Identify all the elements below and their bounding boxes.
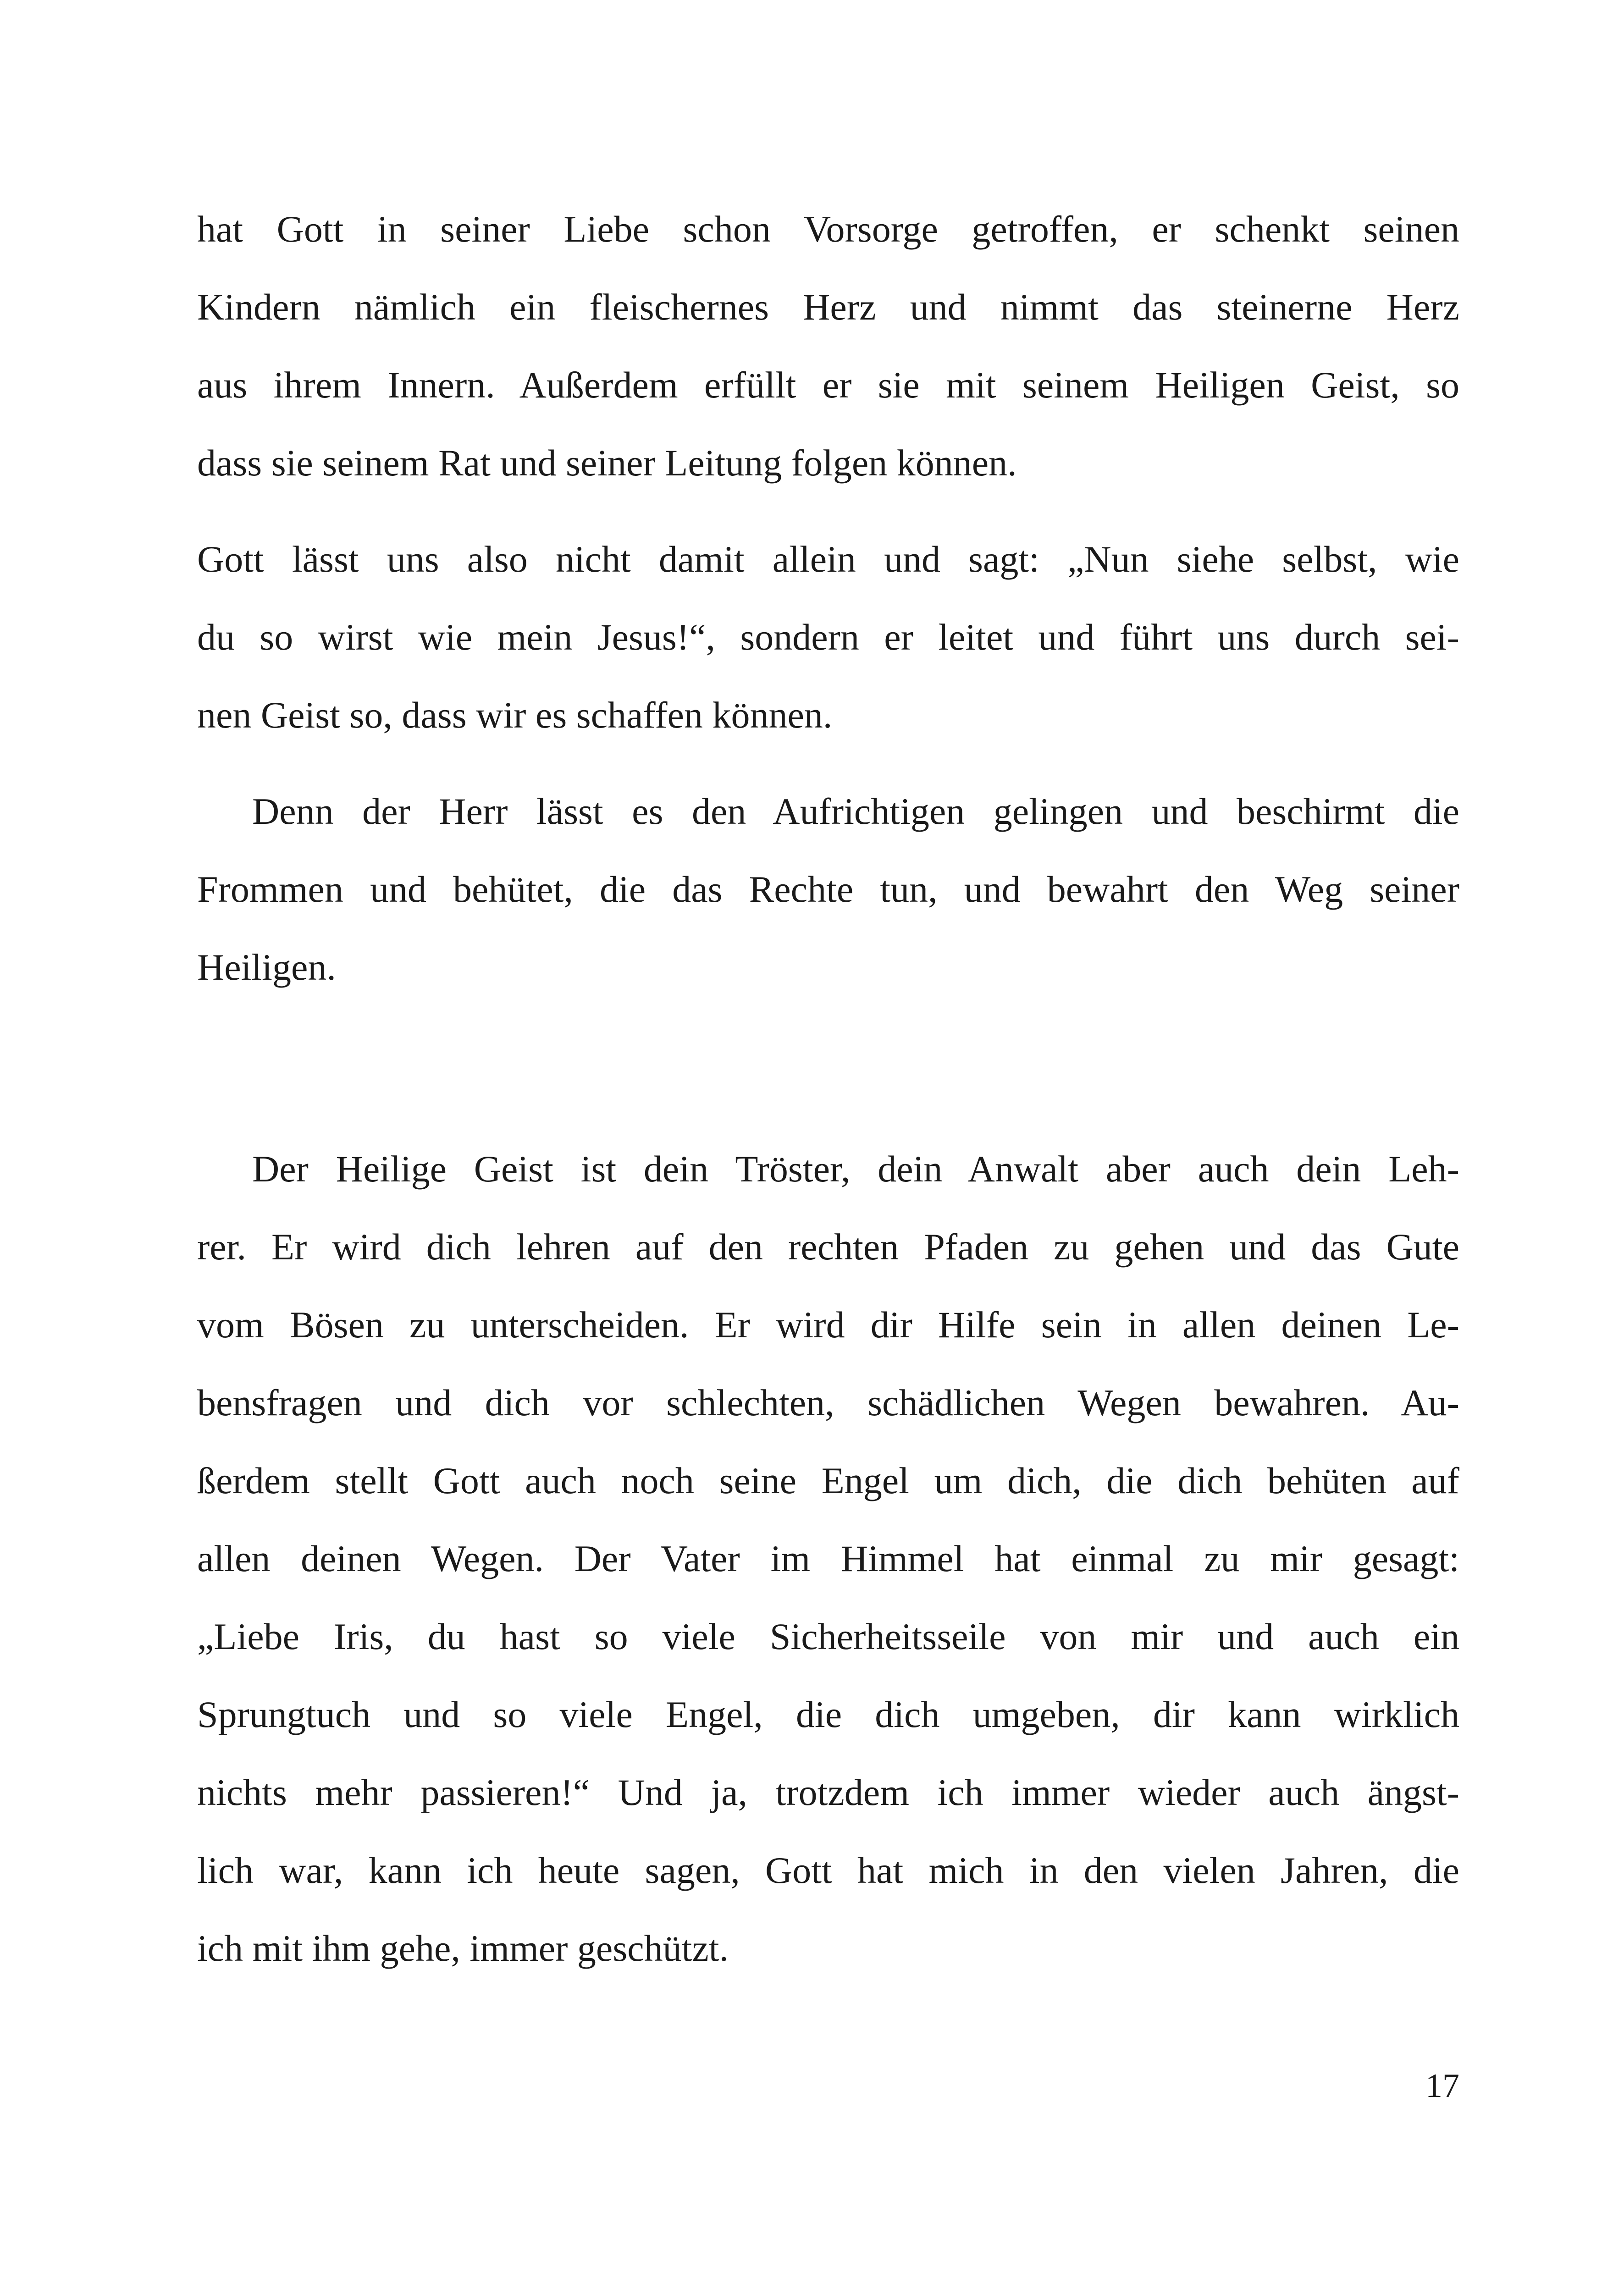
paragraph-4-line-8: Sprungtuch und so viele Engel, die dich umgeben, dir kann wirklich — [197, 1694, 1459, 1735]
paragraph-3-line-1: Denn der Herr lässt es den Aufrichtigen gelingen und beschirmt die — [252, 790, 1459, 832]
paragraph-2-line-2: du so wirst wie mein Jesus!“, sondern er leitet und führt uns durch sei- — [197, 616, 1459, 658]
paragraph-3-line-2: Frommen und behütet, die das Rechte tun, und bewahrt den Weg seiner — [197, 868, 1459, 910]
paragraph-2-line-3: nen Geist so, dass wir es schaffen können. — [197, 694, 833, 736]
paragraph-4-line-9: nichts mehr passieren!“ Und ja, trotzdem ich immer wieder auch ängst- — [197, 1771, 1459, 1813]
paragraph-1-line-2: Kindern nämlich ein fleischernes Herz und nimmt das steinerne Herz — [197, 286, 1459, 328]
page-number: 17 — [1425, 2067, 1459, 2105]
paragraph-1-line-4: dass sie seinem Rat und seiner Leitung folgen können. — [197, 442, 1017, 484]
paragraph-4-line-2: rer. Er wird dich lehren auf den rechten Pfaden zu gehen und das Gute — [197, 1226, 1459, 1268]
paragraph-4-line-1: Der Heilige Geist ist dein Tröster, dein Anwalt aber auch dein Leh- — [252, 1148, 1459, 1190]
paragraph-4-line-7: „Liebe Iris, du hast so viele Sicherheitsseile von mir und auch ein — [197, 1616, 1459, 1657]
paragraph-4-line-11: ich mit ihm gehe, immer geschützt. — [197, 1927, 729, 1969]
paragraph-1-line-3: aus ihrem Innern. Außerdem erfüllt er sie mit seinem Heiligen Geist, so — [197, 364, 1459, 406]
paragraph-4-line-5: ßerdem stellt Gott auch noch seine Engel um dich, die dich behüten auf — [197, 1460, 1459, 1501]
paragraph-1-line-1: hat Gott in seiner Liebe schon Vorsorge getroffen, er schenkt seinen — [197, 208, 1459, 250]
paragraph-2-line-1: Gott lässt uns also nicht damit allein und sagt: „Nun siehe selbst, wie — [197, 538, 1459, 580]
paragraph-3-line-3: Heiligen. — [197, 946, 336, 988]
paragraph-4-line-3: vom Bösen zu unterscheiden. Er wird dir Hilfe sein in allen deinen Le- — [197, 1304, 1459, 1346]
paragraph-4-line-6: allen deinen Wegen. Der Vater im Himmel hat einmal zu mir gesagt: — [197, 1538, 1459, 1579]
paragraph-4-line-10: lich war, kann ich heute sagen, Gott hat mich in den vielen Jahren, die — [197, 1849, 1459, 1891]
paragraph-4-line-4: bensfragen und dich vor schlechten, schädlichen Wegen bewahren. Au- — [197, 1382, 1459, 1423]
